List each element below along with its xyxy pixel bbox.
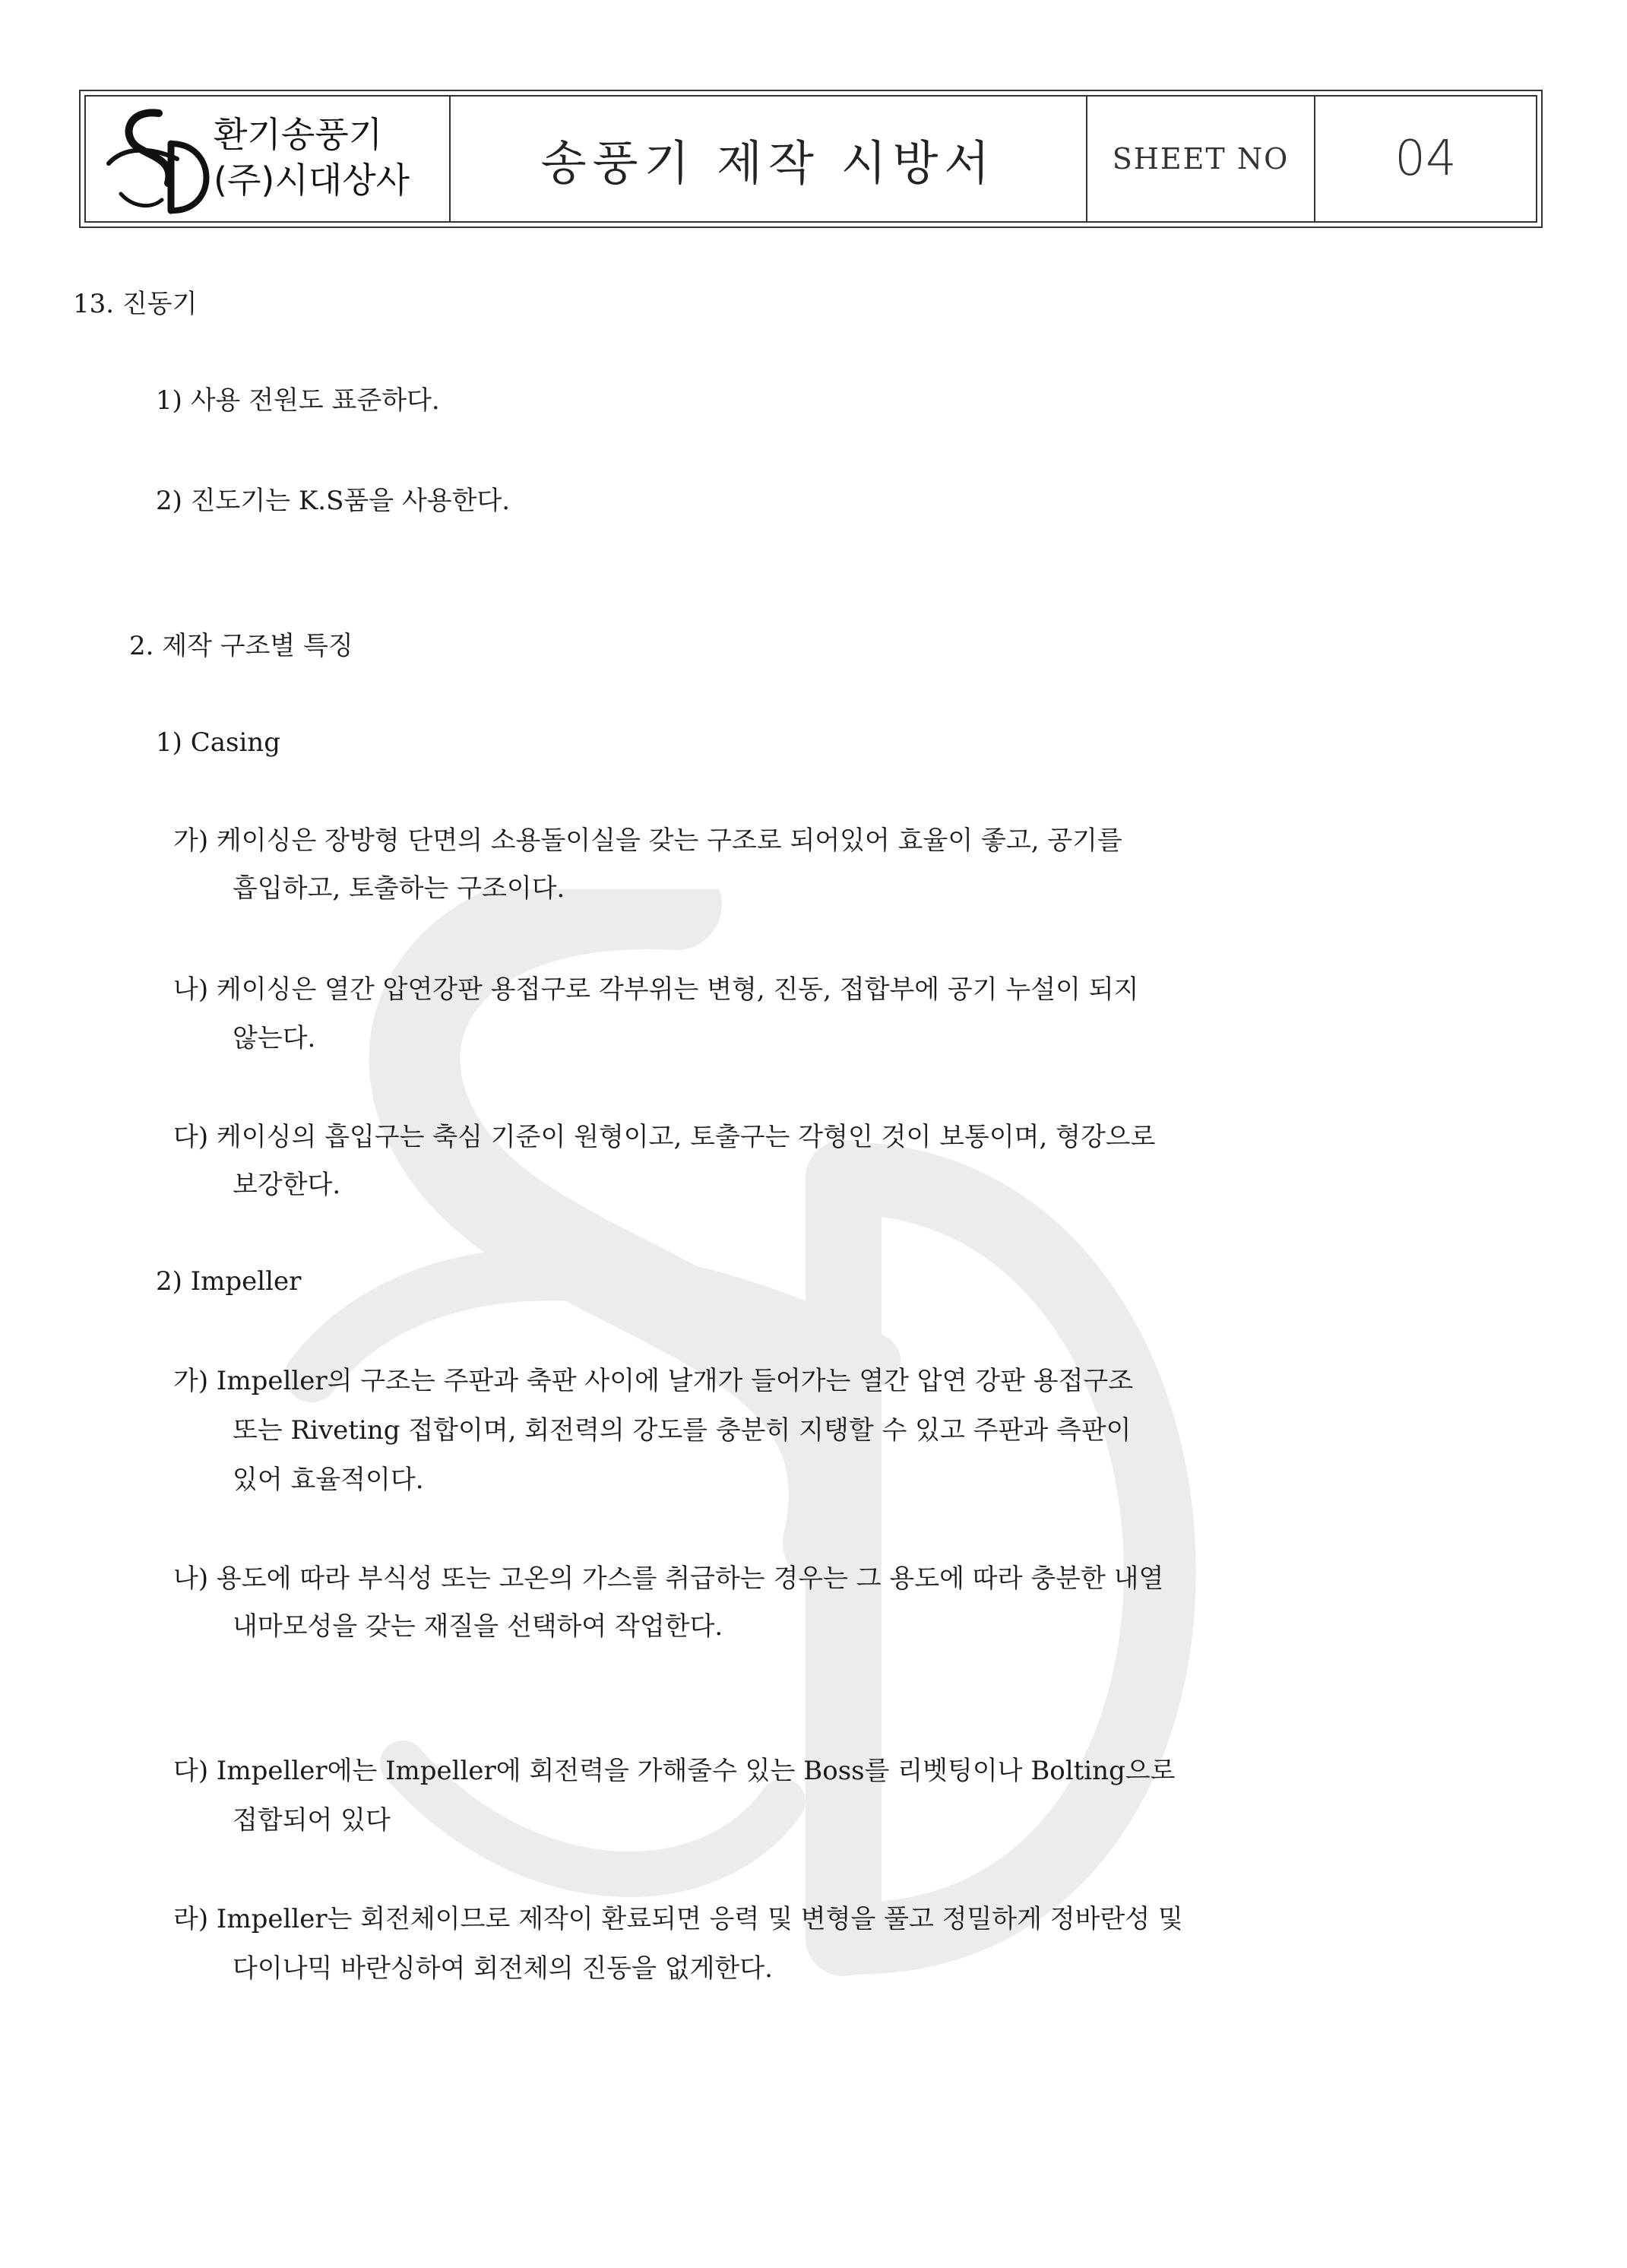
impeller-item-da-line-1: 다) Impeller에는 Impeller에 회전력을 가해줄수 있는 Boss를 리벳팅이나 Bolting으로 [173, 1756, 1176, 1786]
casing-item-ga-line-1: 가) 케이싱은 장방형 단면의 소용돌이실을 갖는 구조로 되어있어 효율이 좋고, 공기를 [173, 825, 1122, 856]
sheet-number-cell [1315, 97, 1536, 221]
casing-heading: 1) Casing [156, 727, 280, 758]
impeller-item-na-line-2: 내마모성을 갖는 재질을 선택하여 작업한다. [233, 1611, 723, 1642]
impeller-item-na-line-1: 나) 용도에 따라 부식성 또는 고온의 가스를 취급하는 경우는 그 용도에 따라 충분한 내열 [173, 1563, 1164, 1594]
section-13-heading: 13. 진동기 [73, 289, 198, 319]
document-title: 송풍기 제작 시방서 [540, 135, 996, 191]
sheet-no-label: SHEET NO [1112, 142, 1290, 176]
impeller-item-da-line-2: 접합되어 있다 [233, 1805, 391, 1836]
company-line-1: 환기송풍기 [214, 114, 383, 155]
impeller-item-ra-line-2: 다이나믹 바란싱하여 회전체의 진동을 없게한다. [233, 1953, 773, 1984]
company-line-2: (주)시대상사 [214, 160, 410, 201]
company-logo-cell [86, 97, 451, 221]
casing-item-na-line-2: 않는다. [233, 1023, 316, 1053]
company-name [214, 112, 410, 203]
section-2-heading: 2. 제작 구조별 특징 [129, 631, 353, 661]
sd-logo-icon [104, 104, 218, 218]
section-13-item-2: 2) 진도기는 K.S품을 사용한다. [156, 486, 511, 516]
impeller-item-ga-line-1: 가) Impeller의 구조는 주판과 축판 사이에 날개가 들어가는 열간 압연 강판 용접구조 [173, 1366, 1134, 1396]
header-table [79, 90, 1543, 228]
casing-item-da-line-2: 보강한다. [233, 1170, 341, 1200]
section-13-item-1: 1) 사용 전원도 표준하다. [156, 385, 440, 416]
casing-item-na-line-1: 나) 케이싱은 열간 압연강판 용접구로 각부위는 변형, 진동, 접합부에 공기 누설이 되지 [173, 974, 1139, 1005]
sheet-label-cell [1087, 97, 1315, 221]
sheet-number: 04 [1394, 131, 1457, 187]
title-cell [451, 97, 1087, 221]
impeller-item-ra-line-1: 라) Impeller는 회전체이므로 제작이 환료되면 응력 및 변형을 풀고 정밀하게 정바란성 및 [173, 1904, 1183, 1934]
impeller-heading: 2) Impeller [156, 1266, 302, 1297]
impeller-item-ga-line-2: 또는 Riveting 접합이며, 회전력의 강도를 충분히 지탱할 수 있고 주판과 측판이 [233, 1415, 1132, 1446]
casing-item-da-line-1: 다) 케이싱의 흡입구는 축심 기준이 원형이고, 토출구는 각형인 것이 보통이며, 형강으로 [173, 1122, 1156, 1152]
casing-item-ga-line-2: 흡입하고, 토출하는 구조이다. [233, 873, 565, 904]
impeller-item-ga-line-3: 있어 효율적이다. [233, 1465, 424, 1495]
